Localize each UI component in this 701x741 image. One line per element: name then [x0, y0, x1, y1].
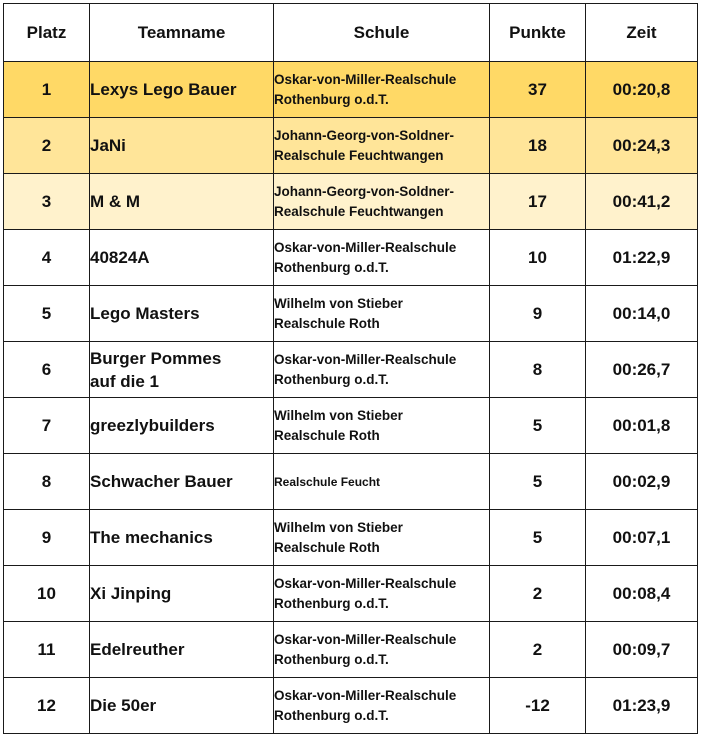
school-line-1: Wilhelm von Stieber	[274, 519, 403, 535]
cell-punkte: 5	[490, 398, 586, 454]
cell-teamname	[90, 678, 274, 734]
school-line-1: Oskar-von-Miller-Realschule	[274, 631, 457, 647]
cell-zeit: 00:41,2	[586, 174, 698, 230]
cell-teamname	[90, 622, 274, 678]
cell-teamname	[90, 62, 274, 118]
school-line-2: Rothenburg o.d.T.	[274, 651, 389, 667]
school-line-1: Oskar-von-Miller-Realschule	[274, 71, 457, 87]
cell-schule	[274, 230, 490, 286]
cell-schule	[274, 286, 490, 342]
school-line-2: Realschule Roth	[274, 315, 380, 331]
team-line-1: 40824A	[90, 248, 150, 267]
team-line-1: Lego Masters	[90, 304, 200, 323]
school-line-1: Wilhelm von Stieber	[274, 295, 403, 311]
cell-platz: 9	[4, 510, 90, 566]
cell-platz: 1	[4, 62, 90, 118]
cell-platz: 11	[4, 622, 90, 678]
cell-platz: 8	[4, 454, 90, 510]
team-line-1: Schwacher Bauer	[90, 472, 233, 491]
table-row	[4, 510, 698, 566]
cell-teamname	[90, 342, 274, 398]
team-line-1: Edelreuther	[90, 640, 185, 659]
team-line-1: greezlybuilders	[90, 416, 215, 435]
school-line-1: Oskar-von-Miller-Realschule	[274, 575, 457, 591]
cell-zeit: 00:14,0	[586, 286, 698, 342]
cell-teamname	[90, 398, 274, 454]
cell-punkte: 18	[490, 118, 586, 174]
cell-schule	[274, 342, 490, 398]
cell-punkte: 10	[490, 230, 586, 286]
team-line-1: M & M	[90, 192, 141, 211]
table-row	[4, 118, 698, 174]
school-line-2: Rothenburg o.d.T.	[274, 371, 389, 387]
school-line-2: Realschule Feuchtwangen	[274, 147, 444, 163]
table-row	[4, 566, 698, 622]
team-line-1: Lexys Lego Bauer	[90, 80, 237, 99]
team-line-1: Xi Jinping	[90, 584, 172, 603]
cell-schule	[274, 566, 490, 622]
cell-zeit: 00:07,1	[586, 510, 698, 566]
cell-teamname	[90, 230, 274, 286]
header-platz: Platz	[4, 4, 90, 62]
cell-platz: 6	[4, 342, 90, 398]
header-teamname: Teamname	[90, 4, 274, 62]
table-row	[4, 230, 698, 286]
school-line-1: Wilhelm von Stieber	[274, 407, 403, 423]
school-line-1: Oskar-von-Miller-Realschule	[274, 239, 457, 255]
cell-punkte: -12	[490, 678, 586, 734]
header-schule: Schule	[274, 4, 490, 62]
cell-platz: 2	[4, 118, 90, 174]
cell-schule	[274, 454, 490, 510]
cell-punkte: 5	[490, 510, 586, 566]
cell-punkte: 8	[490, 342, 586, 398]
cell-schule	[274, 678, 490, 734]
table-row	[4, 454, 698, 510]
cell-teamname	[90, 454, 274, 510]
table-row	[4, 174, 698, 230]
cell-schule	[274, 118, 490, 174]
cell-punkte: 37	[490, 62, 586, 118]
table-row	[4, 62, 698, 118]
cell-platz: 4	[4, 230, 90, 286]
header-punkte: Punkte	[490, 4, 586, 62]
table-body	[4, 62, 698, 734]
cell-punkte: 5	[490, 454, 586, 510]
team-line-1: JaNi	[90, 136, 126, 155]
header-zeit: Zeit	[586, 4, 698, 62]
cell-platz: 5	[4, 286, 90, 342]
cell-zeit: 00:09,7	[586, 622, 698, 678]
cell-schule	[274, 174, 490, 230]
school-line-2: Rothenburg o.d.T.	[274, 595, 389, 611]
school-line-2: Realschule Roth	[274, 427, 380, 443]
table-header-row	[4, 4, 698, 62]
cell-zeit: 00:24,3	[586, 118, 698, 174]
cell-teamname	[90, 118, 274, 174]
cell-teamname	[90, 510, 274, 566]
team-line-1: The mechanics	[90, 528, 213, 547]
cell-zeit: 01:22,9	[586, 230, 698, 286]
table-row	[4, 622, 698, 678]
cell-zeit: 01:23,9	[586, 678, 698, 734]
cell-platz: 10	[4, 566, 90, 622]
cell-schule	[274, 398, 490, 454]
cell-schule	[274, 510, 490, 566]
table-row	[4, 398, 698, 454]
cell-zeit: 00:20,8	[586, 62, 698, 118]
team-line-1: Burger Pommes	[90, 348, 222, 368]
cell-zeit: 00:01,8	[586, 398, 698, 454]
cell-teamname	[90, 174, 274, 230]
school-line-1: Johann-Georg-von-Soldner-	[274, 183, 454, 199]
school-line-2: Realschule Feuchtwangen	[274, 203, 444, 219]
cell-schule	[274, 62, 490, 118]
cell-punkte: 2	[490, 622, 586, 678]
school-line-2: Rothenburg o.d.T.	[274, 707, 389, 723]
ranking-table	[3, 3, 698, 734]
school-line-1: Oskar-von-Miller-Realschule	[274, 687, 457, 703]
cell-zeit: 00:08,4	[586, 566, 698, 622]
cell-teamname	[90, 286, 274, 342]
school-line-1: Realschule Feucht	[274, 474, 381, 489]
cell-platz: 3	[4, 174, 90, 230]
team-line-2: auf die 1	[90, 371, 159, 391]
cell-punkte: 2	[490, 566, 586, 622]
cell-teamname	[90, 566, 274, 622]
table-row	[4, 342, 698, 398]
cell-zeit: 00:26,7	[586, 342, 698, 398]
school-line-2: Rothenburg o.d.T.	[274, 91, 389, 107]
school-line-1: Oskar-von-Miller-Realschule	[274, 351, 457, 367]
cell-zeit: 00:02,9	[586, 454, 698, 510]
cell-schule	[274, 622, 490, 678]
table-row	[4, 286, 698, 342]
school-line-2: Realschule Roth	[274, 539, 380, 555]
cell-platz: 12	[4, 678, 90, 734]
cell-punkte: 17	[490, 174, 586, 230]
cell-punkte: 9	[490, 286, 586, 342]
table-row	[4, 678, 698, 734]
school-line-1: Johann-Georg-von-Soldner-	[274, 127, 454, 143]
team-line-1: Die 50er	[90, 696, 157, 715]
cell-platz: 7	[4, 398, 90, 454]
school-line-2: Rothenburg o.d.T.	[274, 259, 389, 275]
